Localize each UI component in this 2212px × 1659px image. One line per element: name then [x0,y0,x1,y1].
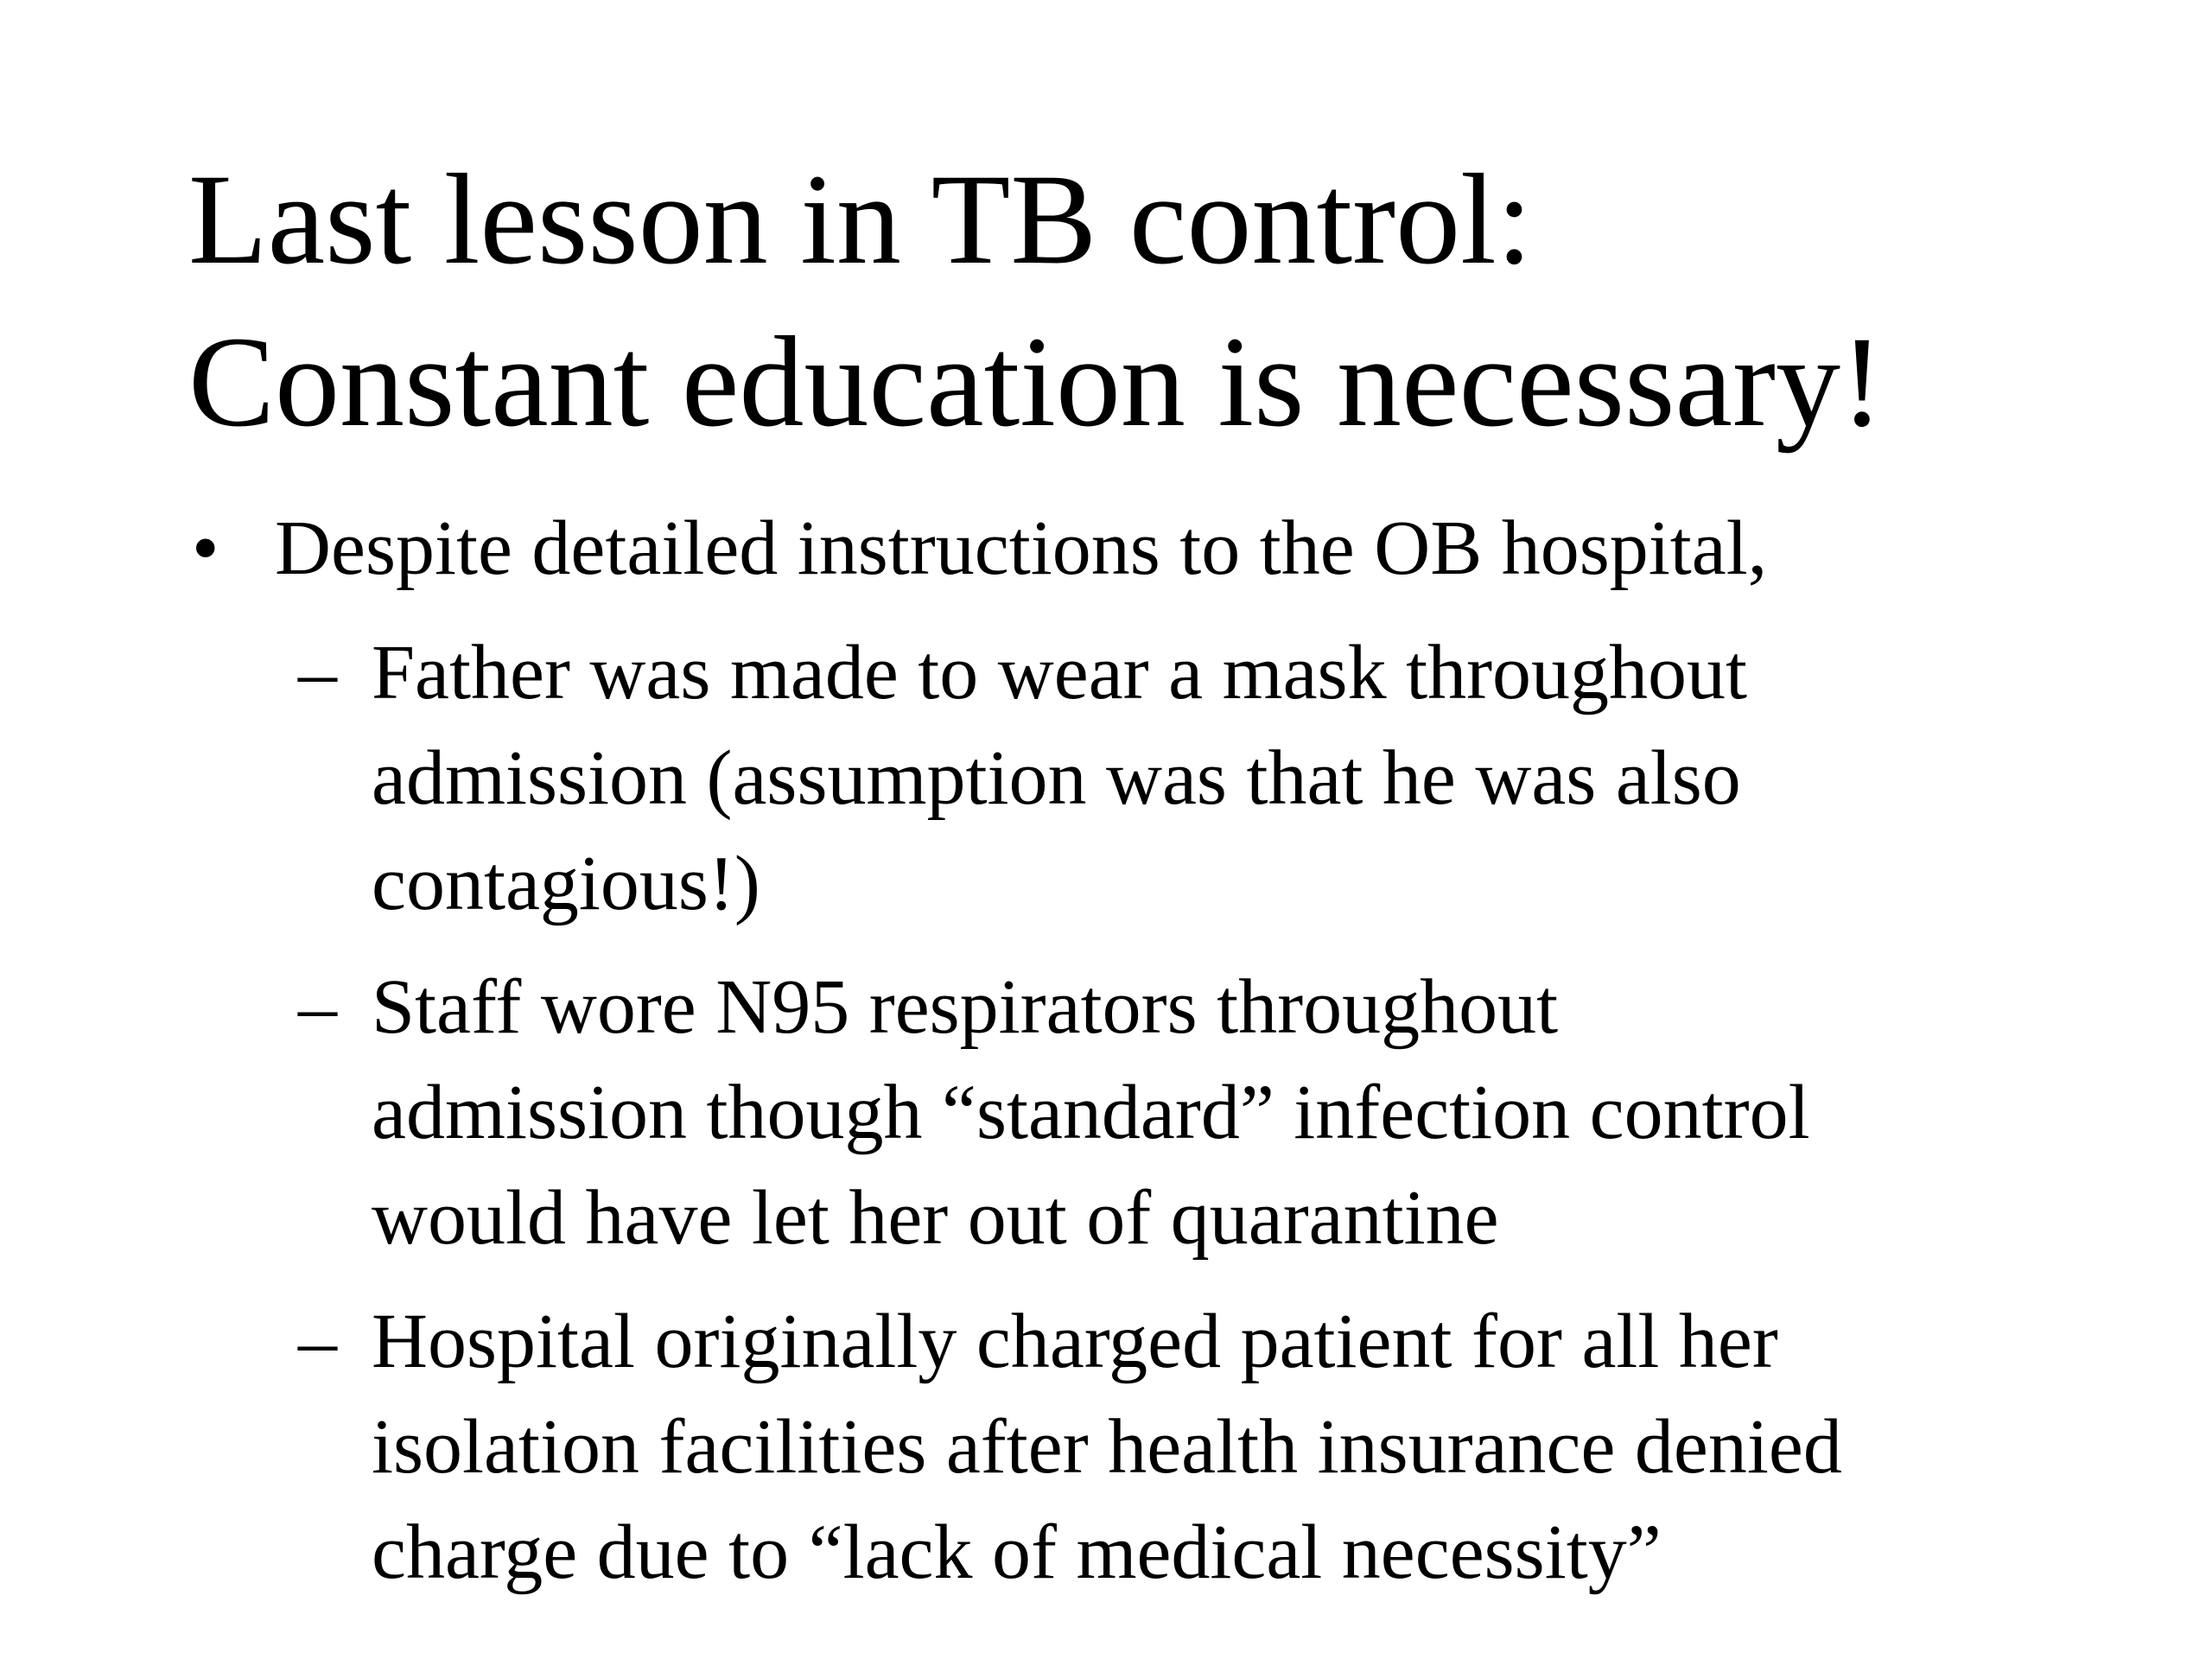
sub-bullet-text [372,620,1747,937]
bullet-marker: • [192,505,219,591]
sub-bullet-text [372,955,1810,1271]
sub-bullet-line: Staff wore N95 respirators throughout [372,964,1559,1050]
sub-bullet-line: contagious!) [372,841,760,926]
sub-bullet-line: Father was made to wear a mask throughout [372,630,1748,715]
sub-bullet-text [372,1289,1842,1605]
sub-bullet-line: Hospital originally charged patient for all her [372,1299,1778,1384]
sub-bullet-line: admission though “standard” infection control [372,1070,1810,1155]
sub-bullet-line: isolation facilities after health insurance denied [372,1404,1842,1490]
bullet-text: Despite detailed instructions to the OB hospital, [275,505,1768,591]
title-line: Constant education is necessary! [188,310,1884,454]
sub-bullet-marker: – [298,630,337,715]
sub-bullet-line: would have let her out of quarantine [372,1175,1499,1261]
sub-bullet-line: charge due to “lack of medical necessity” [372,1510,1662,1595]
sub-bullet-marker: – [298,964,337,1050]
sub-bullet-line: admission (assumption was that he was also [372,735,1741,821]
title-line: Last lesson in TB control: [188,148,1533,291]
sub-bullet-marker: – [298,1299,337,1384]
